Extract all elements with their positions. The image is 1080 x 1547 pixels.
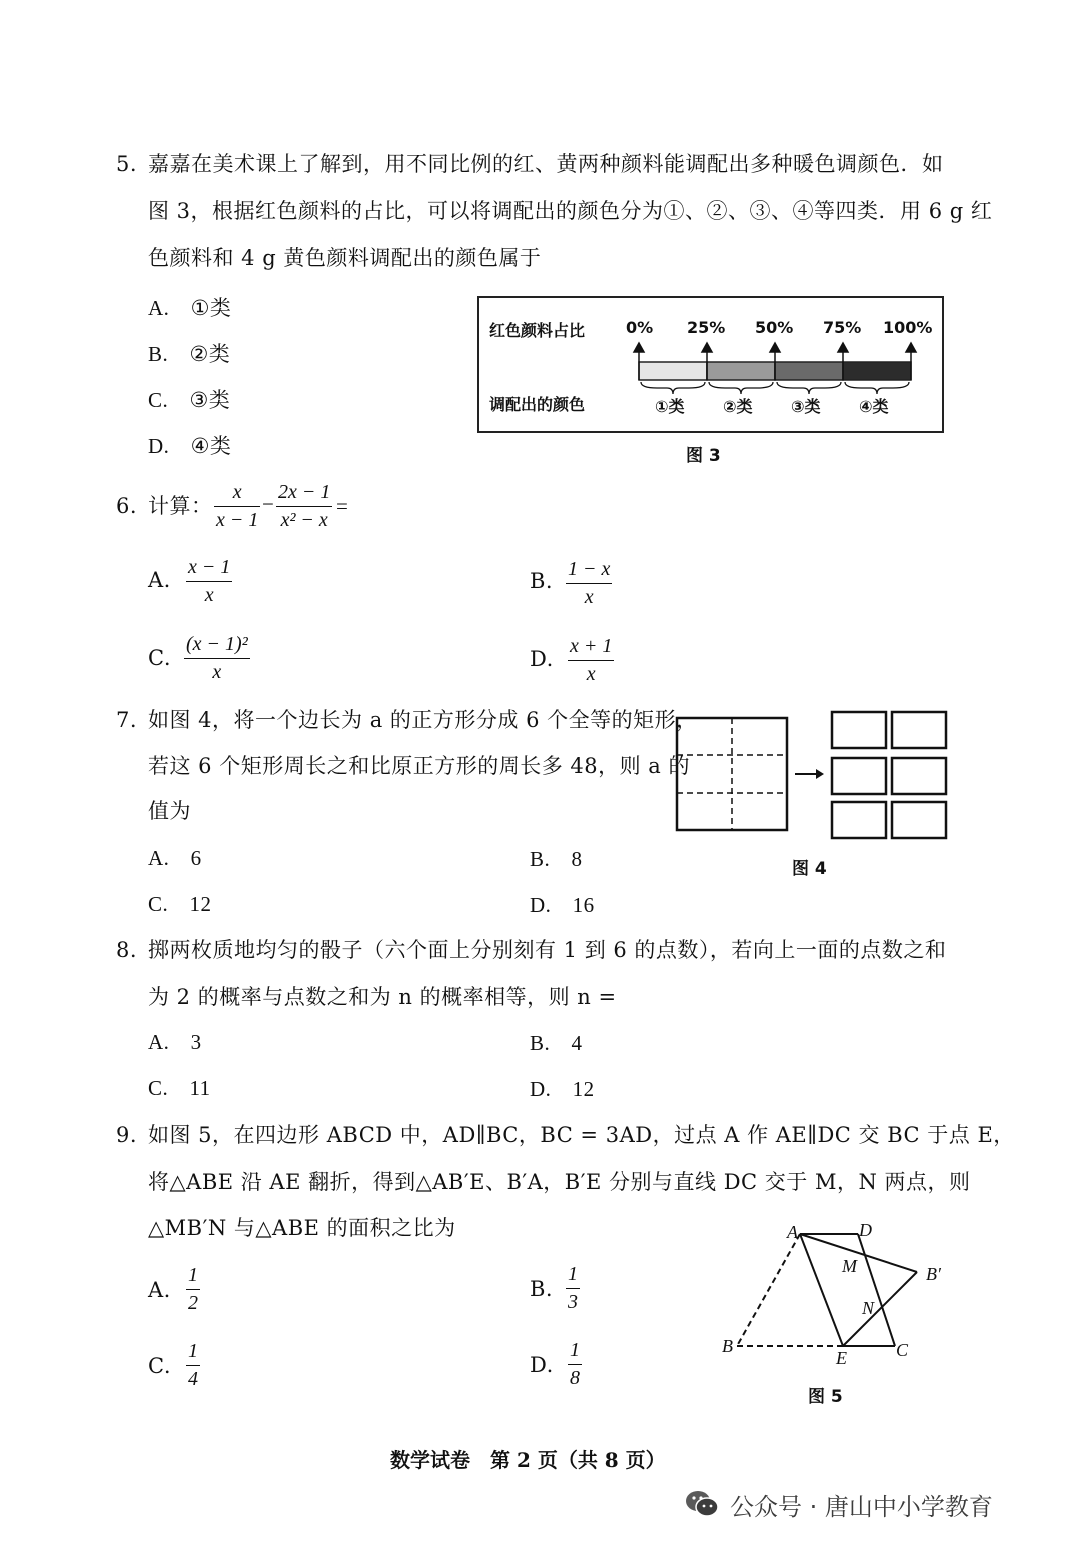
- q7-line1: 如图 4，将一个边长为 a 的正方形分成 6 个全等的矩形，: [148, 708, 698, 732]
- q6-fraction-2: [276, 481, 332, 531]
- fig4-arrow-head: [816, 769, 824, 779]
- option-label: D.: [148, 434, 170, 458]
- fraction-numerator: x + 1: [570, 635, 613, 657]
- fig3-row1-label: 红色颜料占比: [489, 321, 586, 340]
- fig5-point-A: A: [787, 1222, 798, 1242]
- q7-option-d: [530, 893, 595, 917]
- option-label: A.: [148, 1030, 170, 1054]
- q9-option-a-label: A.: [148, 1278, 171, 1302]
- q8-line2: 为 2 的概率与点数之和为 n 的概率相等，则 n =: [148, 985, 617, 1009]
- option-label: A.: [148, 846, 170, 870]
- fig3-percent-100: 100%: [883, 318, 933, 337]
- fig5-point-C: C: [896, 1340, 909, 1360]
- option-text: 4: [571, 1031, 583, 1055]
- q6-equals: =: [336, 494, 349, 518]
- q6-option-a-label: A.: [148, 568, 171, 592]
- q5-option-d: [148, 434, 231, 458]
- q8-option-c: [148, 1076, 211, 1100]
- fig5-segment-B2E: [843, 1272, 917, 1346]
- figure-3-box: [477, 296, 944, 433]
- q9-option-b-label: B.: [530, 1277, 554, 1301]
- fraction-numerator: 1 − x: [568, 558, 611, 580]
- q9-option-c-label: C.: [148, 1354, 171, 1378]
- fraction-numerator: 1: [188, 1340, 198, 1362]
- q5-option-b: [148, 342, 230, 366]
- q9-option-b-fraction: [566, 1263, 580, 1313]
- fig5-segment-DC: [858, 1234, 895, 1346]
- q7-option-c: [148, 892, 211, 916]
- q7-line2: 若这 6 个矩形周长之和比原正方形的周长多 48，则 a 的: [148, 754, 690, 778]
- fraction-numerator: 1: [188, 1264, 198, 1286]
- option-label: D.: [530, 893, 552, 917]
- fig3-row2-label: 调配出的颜色: [489, 395, 586, 414]
- option-text: ③类: [189, 388, 231, 412]
- fig4-rect-5: [832, 802, 886, 838]
- q7-line3: 值为: [148, 799, 191, 823]
- option-label: B.: [148, 342, 169, 366]
- fraction-numerator: 1: [568, 1263, 578, 1285]
- fig5-segment-AE: [800, 1234, 843, 1346]
- option-text: 11: [189, 1076, 211, 1100]
- q6-option-d-label: D.: [530, 647, 554, 671]
- option-text: 3: [190, 1030, 202, 1054]
- q6-option-d-fraction: [568, 635, 614, 685]
- fraction-denominator: 3: [568, 1291, 578, 1313]
- fig5-point-E: E: [836, 1348, 847, 1368]
- fig3-class-4: ④类: [859, 397, 889, 416]
- q5-line1: 嘉嘉在美术课上了解到，用不同比例的红、黄两种颜料能调配出多种暖色调颜色．如: [148, 152, 944, 176]
- fig3-segment-3: [775, 362, 843, 380]
- q9-option-a-fraction: [186, 1264, 200, 1314]
- fig3-segment-4: [843, 362, 911, 380]
- option-text: 16: [572, 893, 595, 917]
- fig5-point-N: N: [862, 1298, 875, 1318]
- q6-number: 6.: [116, 494, 138, 518]
- fig5-point-B-prime: B′: [926, 1264, 941, 1284]
- fraction-denominator: x − 1: [216, 509, 259, 531]
- fraction-denominator: 8: [570, 1367, 580, 1389]
- fraction-denominator: 2: [188, 1292, 198, 1314]
- fraction-denominator: x: [586, 663, 596, 685]
- fig3-percent-50: 50%: [755, 318, 794, 337]
- q8-option-a: [148, 1030, 202, 1054]
- page-footer: 数学试卷 第 2 页（共 8 页）: [390, 1448, 666, 1472]
- fig4-rect-3: [832, 758, 886, 794]
- fig5-point-D: D: [859, 1220, 872, 1240]
- option-label: B.: [530, 847, 551, 871]
- fraction-denominator: x: [212, 661, 222, 683]
- q5-line3: 色颜料和 4 g 黄色颜料调配出的颜色属于: [148, 246, 542, 270]
- q5-number: 5.: [116, 152, 138, 176]
- q6-option-b-label: B.: [530, 569, 554, 593]
- fig3-braces: [641, 382, 909, 394]
- q8-option-d: [530, 1077, 595, 1101]
- figure-4-caption: 图 4: [792, 859, 827, 879]
- q9-line1: 如图 5，在四边形 ABCD 中，AD∥BC，BC = 3AD，过点 A 作 AE∥DC 交 BC 于点 E，: [148, 1123, 1015, 1147]
- q6-prefix: 计算：: [148, 494, 213, 518]
- option-text: ②类: [189, 342, 231, 366]
- q9-line2: 将△ABE 沿 AE 翻折，得到△AB′E、B′A，B′E 分别与直线 DC 交于 M，N 两点，则: [148, 1170, 971, 1194]
- q8-line1: 掷两枚质地均匀的骰子（六个面上分别刻有 1 到 6 的点数），若向上一面的点数之和: [148, 938, 947, 962]
- q9-number: 9.: [116, 1123, 138, 1147]
- fig3-percent-0: 0%: [626, 318, 654, 337]
- fig4-rect-2: [892, 712, 946, 748]
- fraction-denominator: x: [584, 586, 594, 608]
- option-label: C.: [148, 388, 169, 412]
- option-text: 8: [571, 847, 583, 871]
- q8-number: 8.: [116, 938, 138, 962]
- fraction-numerator: 1: [570, 1339, 580, 1361]
- q6-option-c-label: C.: [148, 646, 171, 670]
- q6-option-c-fraction: [184, 633, 250, 683]
- watermark: [684, 1484, 1044, 1524]
- q9-option-c-fraction: [186, 1340, 200, 1390]
- fig3-segment-2: [707, 362, 775, 380]
- watermark-text: 公众号 · 唐山中小学教育: [730, 1492, 993, 1521]
- option-label: C.: [148, 892, 169, 916]
- option-text: 12: [572, 1077, 595, 1101]
- figure-5-caption: 图 5: [808, 1387, 843, 1407]
- fraction-denominator: x: [204, 584, 214, 606]
- q6-fraction-1: [214, 481, 260, 531]
- fig5-segment-AB: [737, 1234, 800, 1346]
- fig4-rect-4: [892, 758, 946, 794]
- fraction-numerator: x − 1: [188, 556, 231, 578]
- q5-option-a: [148, 296, 231, 320]
- option-label: D.: [530, 1077, 552, 1101]
- q7-number: 7.: [116, 708, 138, 732]
- q6-option-a-fraction: [186, 556, 232, 606]
- figure-5: [715, 1218, 955, 1368]
- wechat-icon: [684, 1488, 720, 1520]
- q5-line2: 图 3，根据红色颜料的占比，可以将调配出的颜色分为①、②、③、④等四类．用 6 g 红: [148, 199, 993, 223]
- fraction-numerator: 2x − 1: [278, 481, 331, 503]
- option-text: ①类: [190, 296, 232, 320]
- fig3-segment-1: [639, 362, 707, 380]
- fig4-rect-6: [892, 802, 946, 838]
- q6-minus: −: [262, 492, 275, 516]
- fraction-numerator: (x − 1)²: [186, 633, 248, 655]
- q5-option-c: [148, 388, 230, 412]
- fig3-class-3: ③类: [791, 397, 821, 416]
- fig3-class-2: ②类: [723, 397, 753, 416]
- q9-line3: △MB′N 与△ABE 的面积之比为: [148, 1216, 456, 1240]
- fig3-percent-25: 25%: [687, 318, 726, 337]
- fraction-denominator: x² − x: [280, 509, 328, 531]
- fraction-denominator: 4: [188, 1368, 198, 1390]
- option-text: ④类: [190, 434, 232, 458]
- figure-3-caption: 图 3: [686, 446, 721, 466]
- figure-4: [670, 705, 955, 845]
- q6-option-b-fraction: [566, 558, 612, 608]
- fig3-percent-75: 75%: [823, 318, 862, 337]
- fig3-class-1: ①类: [655, 397, 685, 416]
- fig5-point-B: B: [722, 1336, 733, 1356]
- q8-option-b: [530, 1031, 582, 1055]
- fraction-numerator: x: [232, 481, 242, 503]
- fig5-point-M: M: [842, 1256, 857, 1276]
- option-label: C.: [148, 1076, 169, 1100]
- q9-option-d-fraction: [568, 1339, 582, 1389]
- q7-option-a: [148, 846, 202, 870]
- option-text: 6: [190, 846, 202, 870]
- option-label: A.: [148, 296, 170, 320]
- q7-option-b: [530, 847, 582, 871]
- option-text: 12: [189, 892, 212, 916]
- option-label: B.: [530, 1031, 551, 1055]
- fig4-rect-1: [832, 712, 886, 748]
- q9-option-d-label: D.: [530, 1353, 554, 1377]
